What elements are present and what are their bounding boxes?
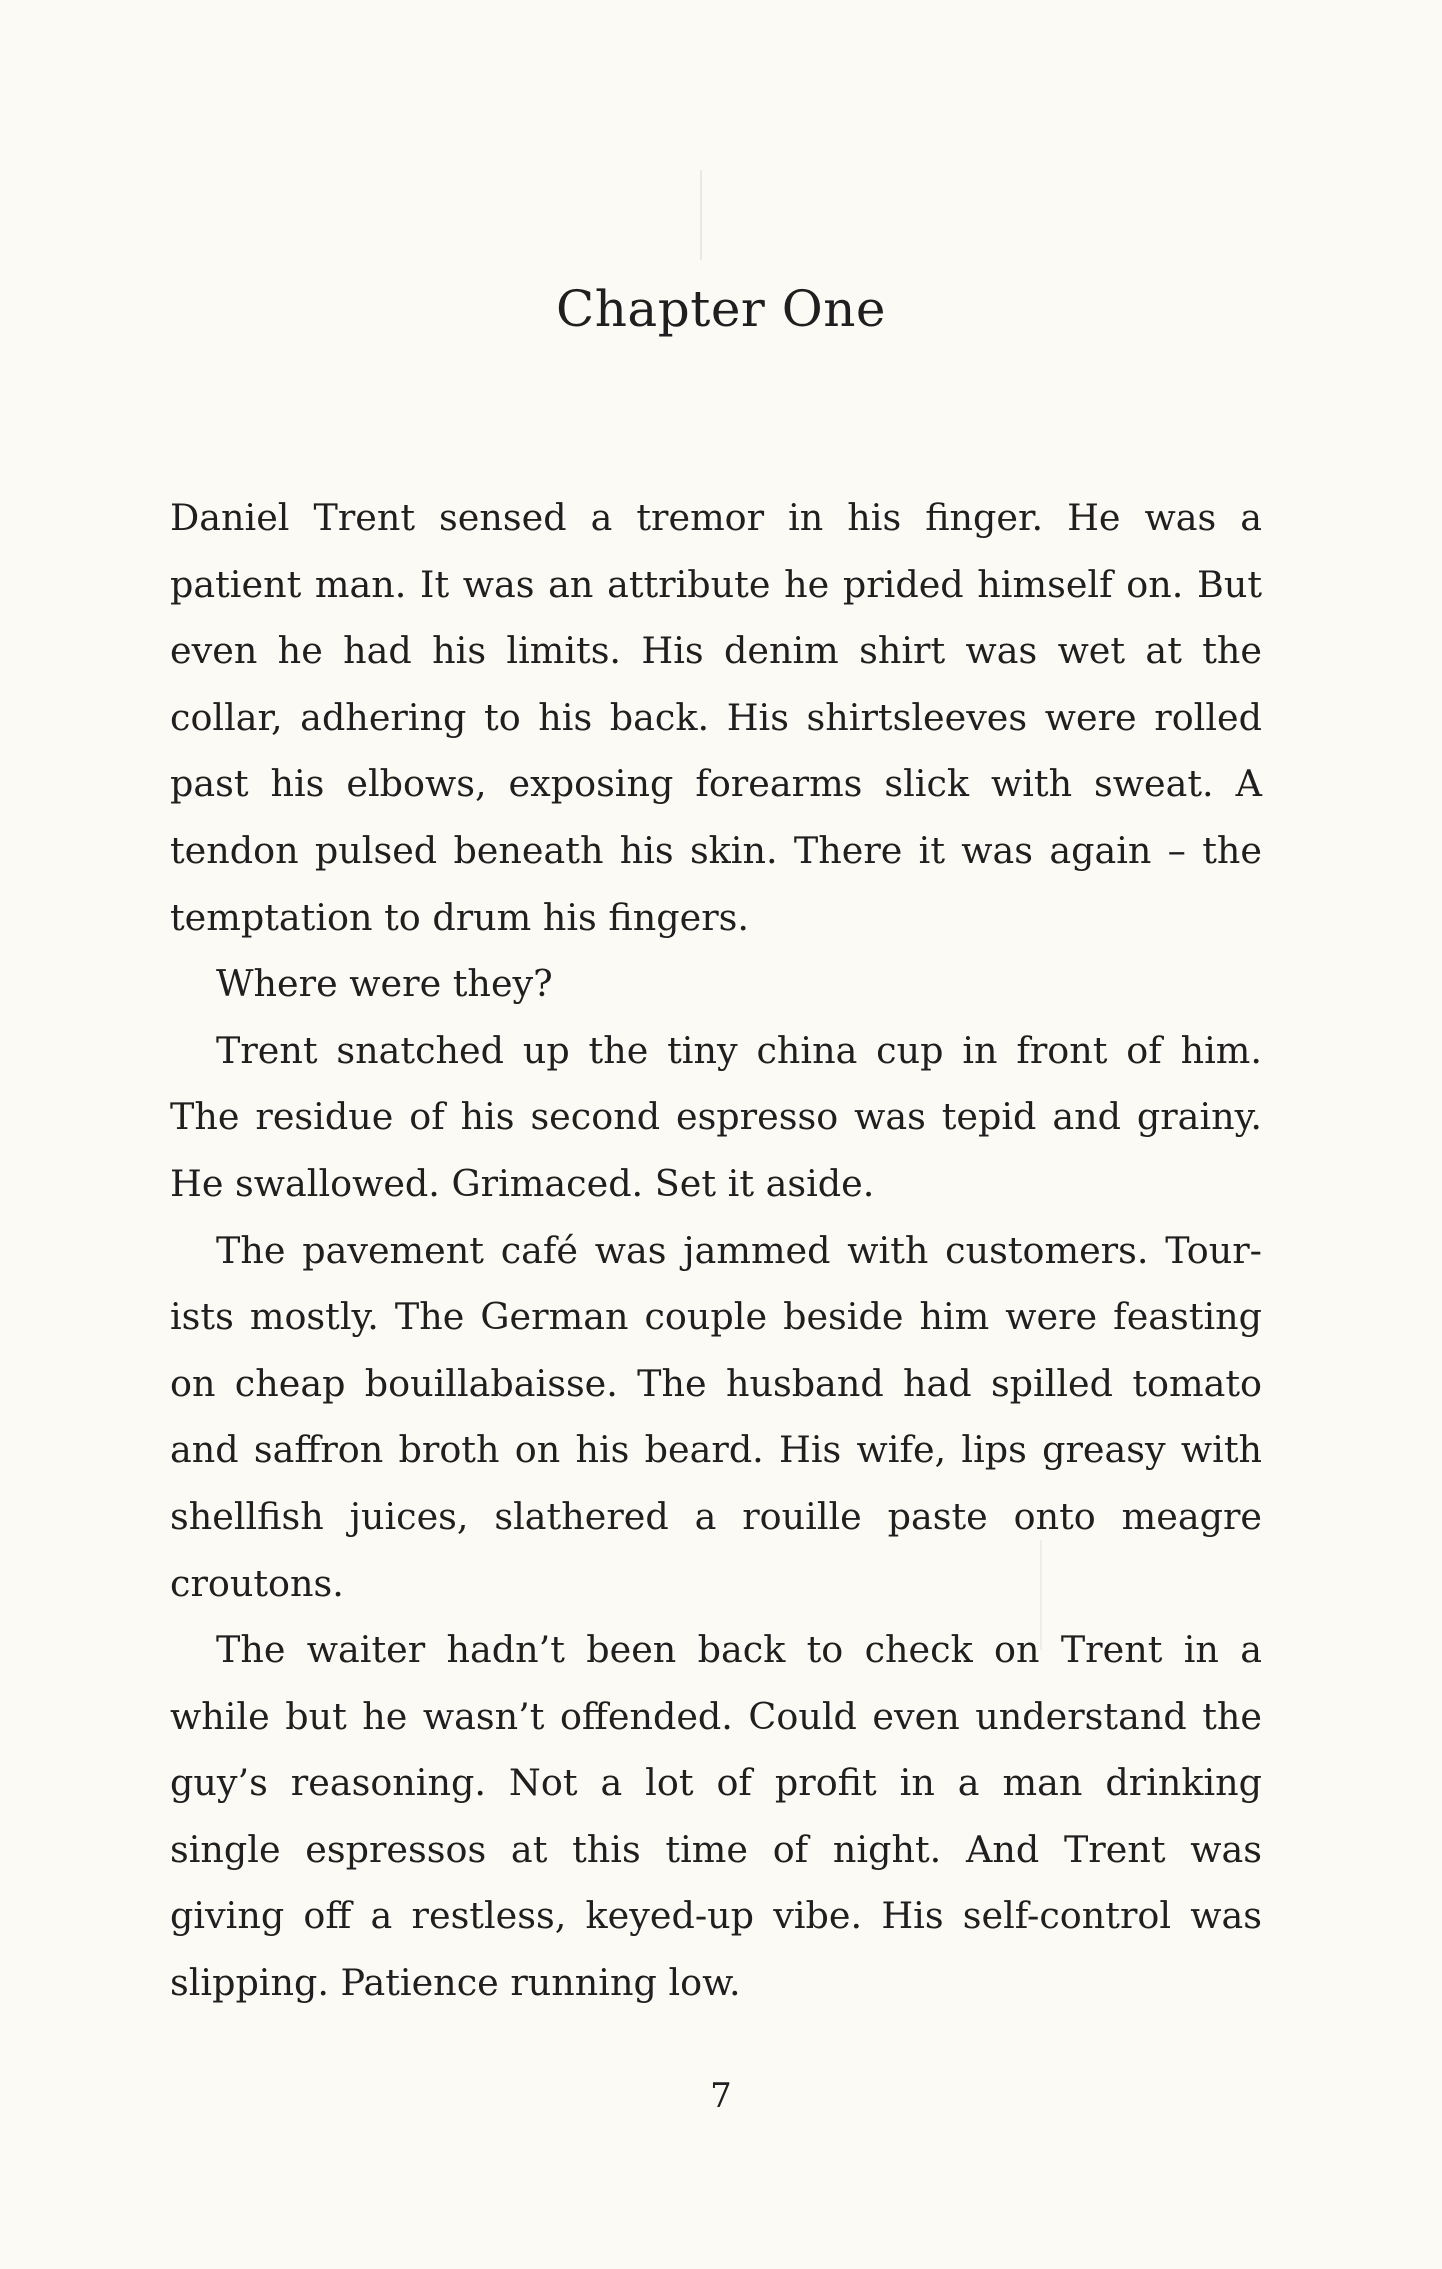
chapter-title: Chapter One: [555, 280, 887, 338]
scan-artifact-line: [700, 170, 702, 260]
page-number: 7: [710, 2076, 732, 2116]
paragraph-1: Daniel Trent sensed a tremor in his finger. He was a patient man. It was an attribute he prided himself on. But even he had his limits. His denim shirt was wet at the collar, adhering to his back. His shirtsleeves were rolled past his elbows, exposing forearms slick with sweat. A tendon pulsed beneath his skin. There it was again – the temptation to drum his fingers.: [170, 496, 1262, 939]
paragraph-4: The pavement café was jammed with customers. Tourists mostly. The German couple beside him were feasting on cheap bouillabaisse. The husband had spilled tomato and saffron broth on his beard. His wife, lips greasy with shellfish juices, slathered a rouille paste onto meagre croutons.: [170, 1228, 1262, 1605]
paragraph-2: Where were they?: [216, 962, 553, 1006]
paragraph-5: The waiter hadn’t been back to check on Trent in a while but he wasn’t offended. Could even understand the guy’s reasoning. Not a lot of profit in a man drinking single espressos at this time of night. And Trent was giving off a restless, keyed-up vibe. His self-control was slipping. Patience running low.: [170, 1628, 1262, 2005]
body-text: [170, 485, 1262, 2017]
paragraph-3: Trent snatched up the tiny china cup in front of him. The residue of his second espresso was tepid and grainy. He swallowed. Grimaced. Set it aside.: [170, 1028, 1262, 1205]
